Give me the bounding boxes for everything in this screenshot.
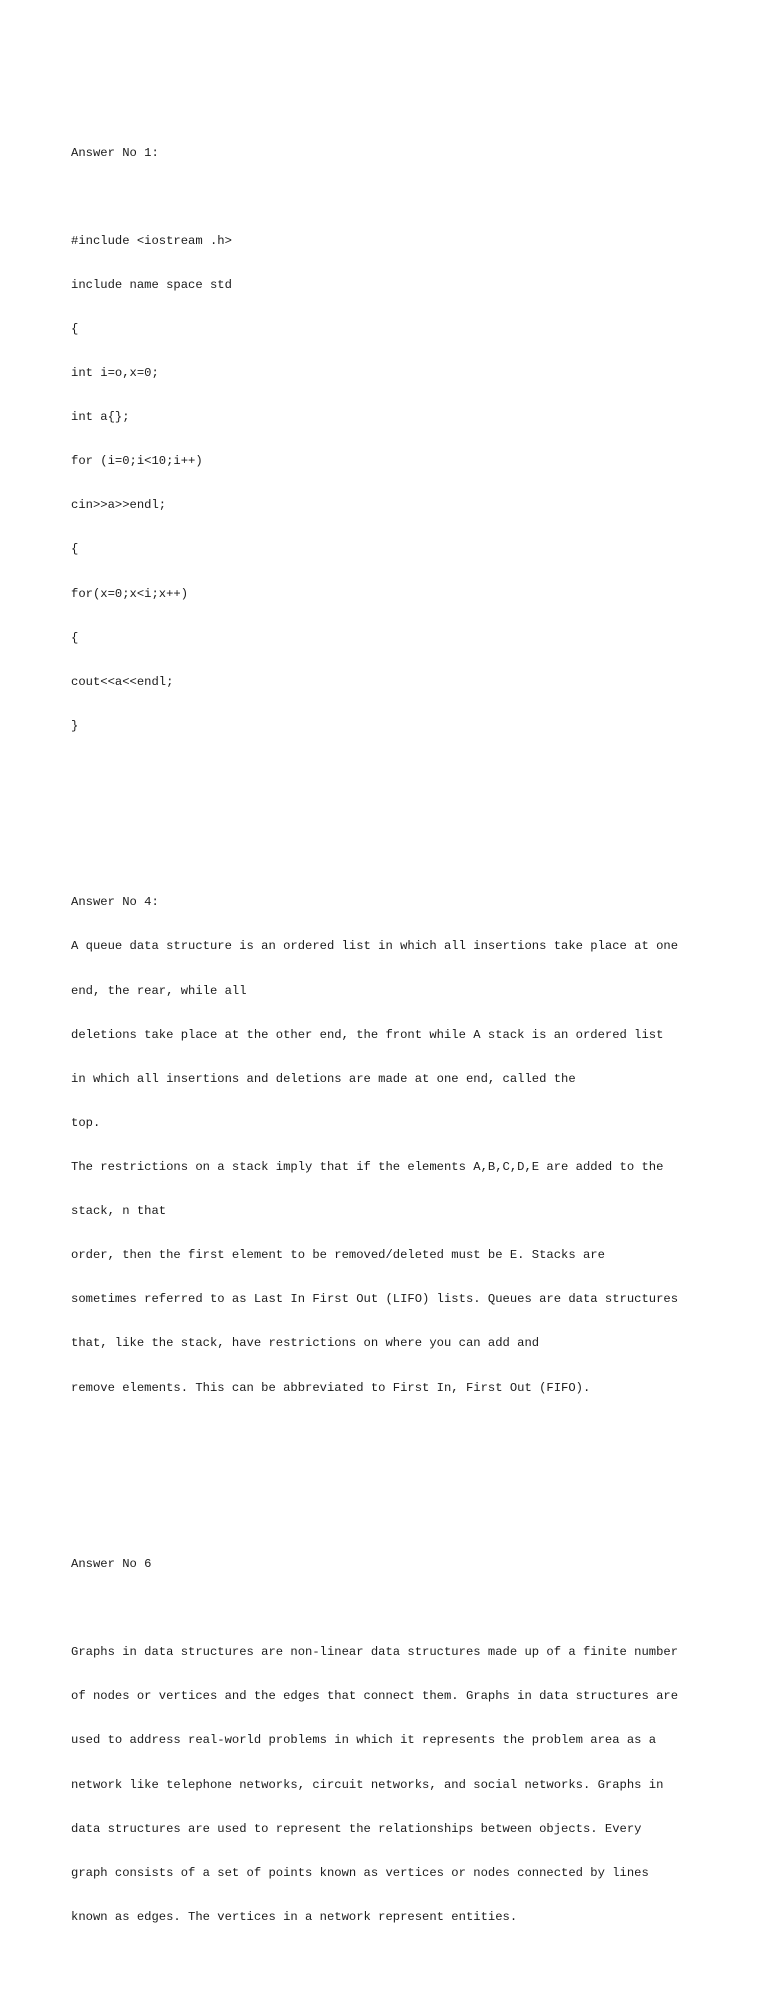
paragraph-line: used to address real-world problems in which it represents the problem area as a [71,1733,657,1748]
document-body [71,72,711,1998]
code-line: cin>>a>>endl; [71,498,167,513]
code-line: include name space std [71,277,232,292]
blank-line [71,1469,711,1484]
answer-6-heading: Answer No 6 [71,1556,152,1571]
blank-line [71,1601,711,1616]
code-line: } [71,718,79,733]
code-line: for(x=0;x<i;x++) [71,586,189,601]
answer-1-heading: Answer No 1: [71,145,159,160]
answer-4-heading: Answer No 4: [71,895,159,910]
blank-line [71,807,711,822]
paragraph-line: that, like the stack, have restrictions on where you can add and [71,1336,540,1351]
paragraph-line: order, then the first element to be removed/deleted must be E. Stacks are [71,1248,605,1263]
paragraph-line: remove elements. This can be abbreviated to First In, First Out (FIFO). [71,1380,591,1395]
paragraph-line: graph consists of a set of points known as vertices or nodes connected by lines [71,1865,649,1880]
paragraph-line: known as edges. The vertices in a network represent entities. [71,1909,518,1924]
paragraph-line: A queue data structure is an ordered list in which all insertions take place at one [71,939,679,954]
paragraph-line: deletions take place at the other end, the front while A stack is an ordered list [71,1027,664,1042]
code-line: { [71,542,79,557]
code-line: cout<<a<<endl; [71,674,174,689]
answer-4-section [71,866,711,1425]
paragraph-line: top. [71,1115,101,1130]
code-line: { [71,321,79,336]
paragraph-line: network like telephone networks, circuit networks, and social networks. Graphs in [71,1777,664,1792]
code-line: for (i=0;i<10;i++) [71,454,203,469]
paragraph-line: of nodes or vertices and the edges that connect them. Graphs in data structures are [71,1689,679,1704]
paragraph-line: Graphs in data structures are non-linear data structures made up of a finite number [71,1645,679,1660]
paragraph-line: stack, n that [71,1204,167,1219]
code-line: { [71,630,79,645]
code-line: #include <iostream .h> [71,233,232,248]
code-line: int a{}; [71,410,130,425]
answer-1-section [71,116,711,763]
paragraph-line: end, the rear, while all [71,983,247,998]
blank-line [71,190,711,205]
answer-6-section [71,1528,711,1954]
paragraph-line: The restrictions on a stack imply that if the elements A,B,C,D,E are added to the [71,1160,664,1174]
paragraph-line: sometimes referred to as Last In First Out (LIFO) lists. Queues are data structures [71,1292,679,1307]
paragraph-line: in which all insertions and deletions are made at one end, called the [71,1071,576,1086]
code-line: int i=o,x=0; [71,366,159,381]
paragraph-line: data structures are used to represent the relationships between objects. Every [71,1821,642,1836]
